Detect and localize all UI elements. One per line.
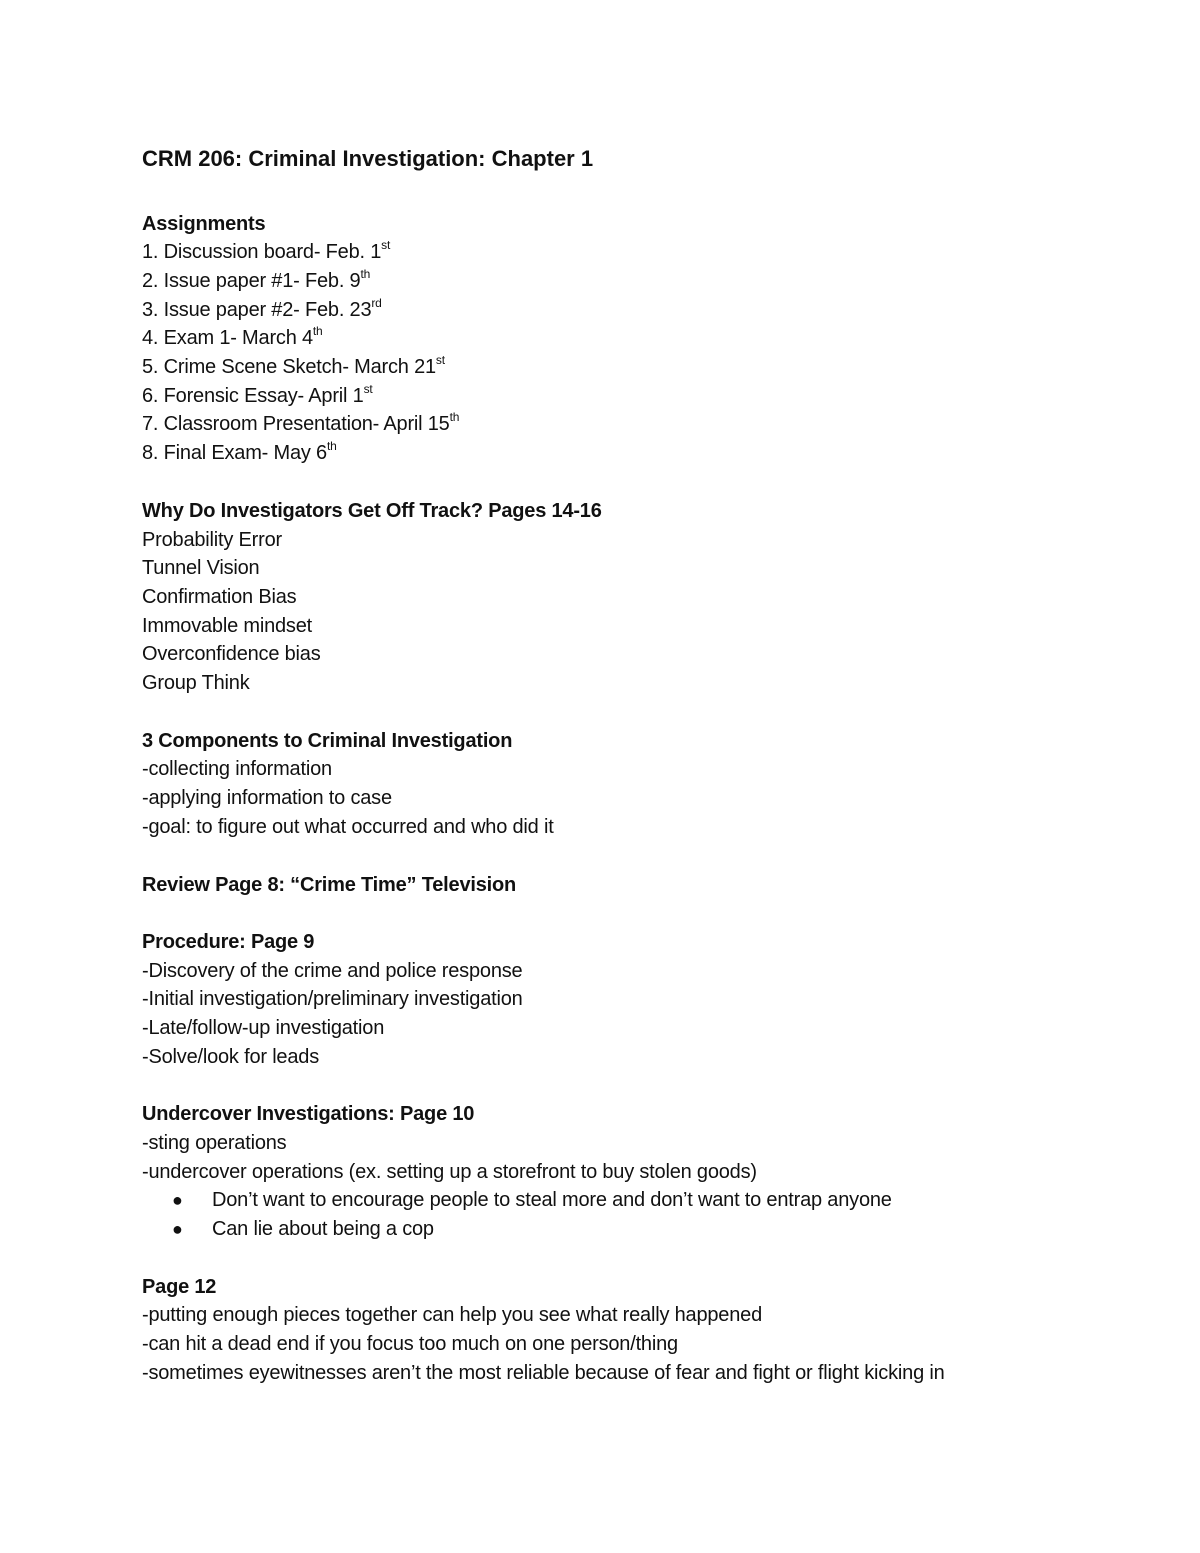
components-item: -goal: to figure out what occurred and who did it — [142, 816, 554, 838]
off-track-item: Group Think — [142, 672, 250, 694]
assignments-heading: Assignments — [142, 213, 266, 235]
assignment-item: 3. Issue paper #2- Feb. 23rd — [142, 296, 382, 321]
assignment-item: 8. Final Exam- May 6th — [142, 439, 337, 464]
assignment-item: 5. Crime Scene Sketch- March 21st — [142, 353, 445, 378]
procedure-item: -Discovery of the crime and police response — [142, 960, 523, 982]
off-track-item: Confirmation Bias — [142, 586, 297, 608]
undercover-bullet: ● Can lie about being a cop — [172, 1215, 434, 1243]
procedure-item: -Initial investigation/preliminary investigation — [142, 988, 523, 1010]
undercover-item: -undercover operations (ex. setting up a storefront to buy stolen goods) — [142, 1161, 757, 1183]
procedure-heading: Procedure: Page 9 — [142, 931, 315, 953]
undercover-bullet: ● Don’t want to encourage people to steal more and don’t want to entrap anyone — [172, 1186, 892, 1214]
document-title: CRM 206: Criminal Investigation: Chapter 1 — [142, 146, 594, 171]
assignment-item: 6. Forensic Essay- April 1st — [142, 382, 373, 407]
assignment-item: 4. Exam 1- March 4th — [142, 324, 323, 349]
page12-item: -sometimes eyewitnesses aren’t the most reliable because of fear and fight or flight kicking in — [142, 1362, 945, 1384]
assignment-item: 2. Issue paper #1- Feb. 9th — [142, 267, 371, 292]
procedure-item: -Solve/look for leads — [142, 1046, 320, 1068]
procedure-item: -Late/follow-up investigation — [142, 1017, 385, 1039]
page12-item: -putting enough pieces together can help you see what really happened — [142, 1304, 762, 1326]
off-track-item: Immovable mindset — [142, 615, 312, 637]
assignment-item: 7. Classroom Presentation- April 15th — [142, 410, 460, 435]
assignment-item: 1. Discussion board- Feb. 1st — [142, 238, 391, 263]
bullet-icon: ● — [172, 1190, 183, 1210]
review-heading: Review Page 8: “Crime Time” Television — [142, 874, 517, 896]
off-track-item: Overconfidence bias — [142, 643, 321, 665]
page12-item: -can hit a dead end if you focus too much on one person/thing — [142, 1333, 678, 1355]
page12-heading: Page 12 — [142, 1276, 217, 1298]
undercover-item: -sting operations — [142, 1132, 287, 1154]
components-heading: 3 Components to Criminal Investigation — [142, 730, 513, 752]
off-track-item: Probability Error — [142, 529, 282, 551]
components-item: -applying information to case — [142, 787, 392, 809]
off-track-item: Tunnel Vision — [142, 557, 260, 579]
off-track-heading: Why Do Investigators Get Off Track? Pages 14-16 — [142, 500, 602, 522]
components-item: -collecting information — [142, 758, 332, 780]
undercover-heading: Undercover Investigations: Page 10 — [142, 1103, 475, 1125]
bullet-icon: ● — [172, 1219, 183, 1239]
